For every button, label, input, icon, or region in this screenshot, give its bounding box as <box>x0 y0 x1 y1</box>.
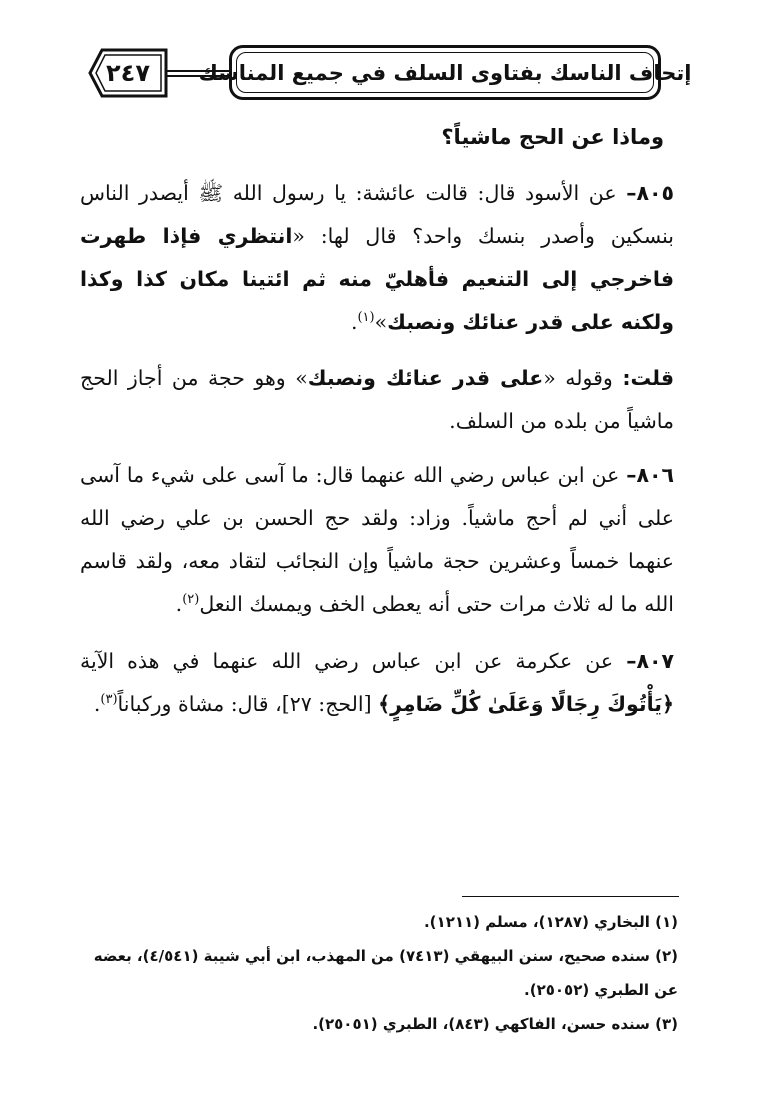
item-number: ٨٠٥– <box>626 181 674 205</box>
footnote-2: (٢) سنده صحيح، سنن البيهقي (٧٤١٣) من المهذب، ابن أبي شيبة (٤/٥٤١)، بعضه عن الطبري (٢٥٠٥٢). <box>93 947 678 999</box>
page-number-badge <box>88 48 168 98</box>
hadith-quote: انتظري فإذا طهرت فاخرجي إلى التنعيم فأهليّ منه ثم ائتينا مكان كذا وكذا ولكنه على قدر عنائك ونصبك <box>80 224 674 334</box>
footnote-ref: (٣) <box>100 692 118 708</box>
quoted-phrase: على قدر عنائك ونصبك <box>307 366 544 390</box>
footnote-separator <box>462 896 679 897</box>
paragraph-comment: قلت: وقوله «على قدر عنائك ونصبك» وهو حجة من أجاز الحج ماشياً من بلده من السلف. <box>80 366 675 433</box>
paragraph-807: ٨٠٧– عن عكرمة عن ابن عباس رضي الله عنهما في هذه الآية ﴿يَأْتُوكَ رِجَالًا وَعَلَىٰ كُلِّ ضَامِرٍ﴾ [الحج: ٢٧]، قال: مشاة وركباناً$^{(٣)}$. <box>80 649 674 716</box>
footnotes <box>78 905 678 1041</box>
item-number: ٨٠٧– <box>626 649 674 673</box>
footnote-3: (٣) سنده حسن، الفاكهي (٨٤٣)، الطبري (٢٥٠٥١). <box>312 1015 678 1033</box>
quran-verse: ﴿يَأْتُوكَ رِجَالًا وَعَلَىٰ كُلِّ ضَامِرٍ﴾ <box>378 692 674 716</box>
comment-lead: قلت: <box>622 366 675 390</box>
item-number: ٨٠٦– <box>626 463 674 487</box>
paragraph-806: ٨٠٦– عن ابن عباس رضي الله عنهما قال: ما آسى على شيء ما آسى على أني لم أحج ماشياً. وزاد: ولقد حج الحسن بن علي رضي الله عنهما خمساً وعشرين حجة ماشياً وإن النجائب لتقاد معه، ولقد قاسم الله ما له ثلاث مرات حتى أنه يعطى الخف ويمسك النعل$^{(٢)}$. <box>80 463 674 616</box>
header-connector-rule <box>165 70 231 77</box>
footnote-ref: (١) <box>357 310 375 326</box>
paragraph-805: ٨٠٥– عن الأسود قال: قالت عائشة: يا رسول الله ﷺ أيصدر الناس بنسكين وأصدر بنسك واحد؟ قال لها: «انتظري فإذا طهرت فاخرجي إلى التنعيم فأهليّ منه ثم ائتينا مكان كذا وكذا ولكنه على قدر عنائك ونصبك»$^{(١)}$. <box>80 181 674 334</box>
footnote-ref: (٢) <box>182 592 200 608</box>
running-title: إتحاف الناسك بفتاوى السلف في جميع المناسك <box>198 60 692 85</box>
section-heading: وماذا عن الحج ماشياً؟ <box>441 125 664 149</box>
page-number: ٢٤٧ <box>106 59 150 87</box>
footnote-1: (١) البخاري (١٢٨٧)، مسلم (١٢١١). <box>423 913 678 931</box>
running-title-frame <box>198 45 692 100</box>
